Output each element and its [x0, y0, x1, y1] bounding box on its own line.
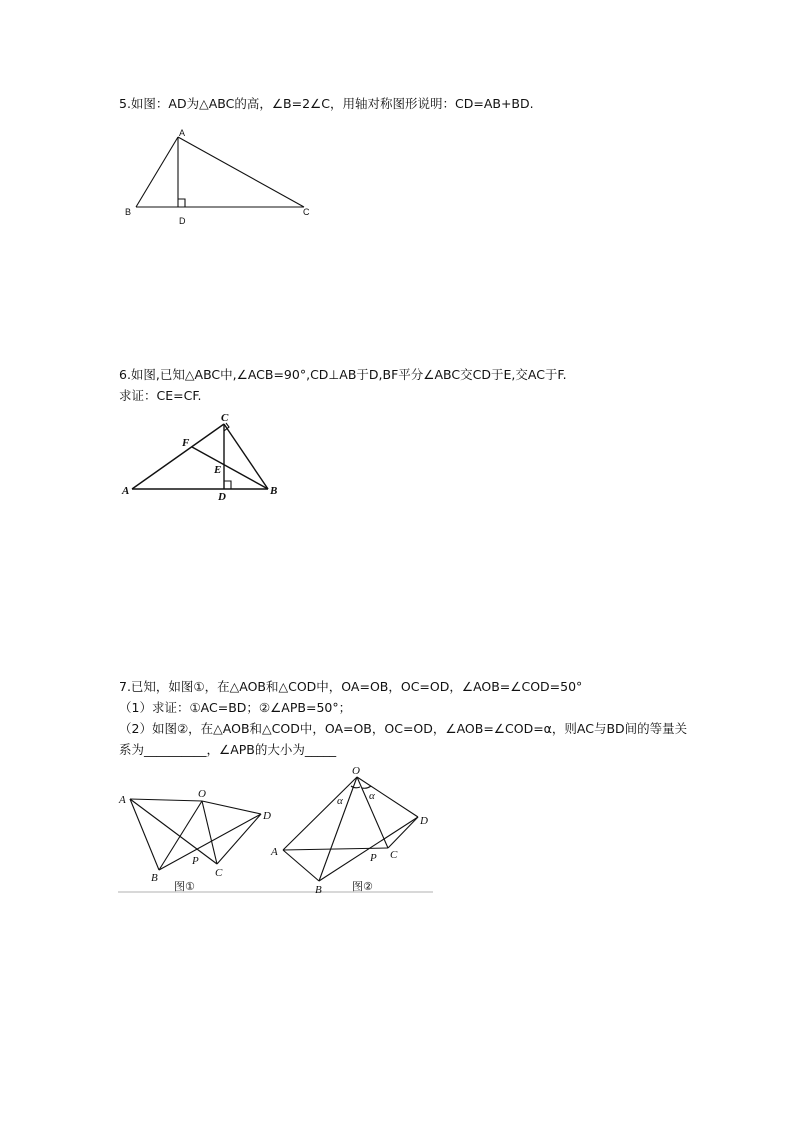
label-a: A [119, 794, 126, 806]
label-b: B [315, 884, 322, 896]
problem-7-part-2: （2）如图②，在△AOB和△COD中，OA=OB，OC=OD，∠AOB=∠COD=α，则AC与BD间的等量关 [119, 721, 688, 736]
label-alpha-left: α [337, 795, 343, 807]
segment-ab [283, 850, 319, 881]
label-c: C [390, 849, 398, 861]
problem-7-part-2-cont: 系为__________，∠APB的大小为_____ [119, 742, 337, 757]
label-d: D [218, 491, 226, 503]
angle-arc-aob [351, 786, 360, 788]
problem-6-figure [118, 408, 298, 508]
label-p: P [192, 855, 199, 867]
label-c: C [221, 412, 229, 424]
segment-ac [283, 848, 388, 850]
label-alpha-right: α [369, 790, 375, 802]
label-a: A [179, 128, 186, 138]
problem-6-prove: 求证：CE=CF. [119, 388, 202, 403]
segment-ac [178, 137, 304, 207]
problem-6-statement: 6.如图,已知△ABC中,∠ACB=90°,CD⊥AB于D,BF平分∠ABC交CD于E,交AC于F. [119, 367, 567, 382]
segment-oa [283, 777, 357, 850]
label-b: B [151, 872, 158, 884]
figure-1-caption: 图① [174, 880, 195, 893]
problem-7-statement: 7.已知，如图①，在△AOB和△COD中，OA=OB，OC=OD，∠AOB=∠COD=50° [119, 679, 583, 694]
segment-bd [159, 814, 261, 870]
problem-5-figure [120, 125, 320, 235]
angle-arc-cod [362, 786, 371, 788]
label-d: D [179, 216, 186, 226]
label-e: E [214, 464, 222, 476]
label-o: O [198, 788, 206, 800]
segment-bf [192, 447, 268, 489]
label-b: B [125, 207, 132, 217]
label-a: A [271, 846, 278, 858]
right-angle-mark-d [224, 481, 231, 489]
label-o: O [352, 765, 360, 777]
label-a: A [122, 485, 130, 497]
label-c: C [215, 867, 223, 879]
segment-ob [319, 777, 357, 881]
segment-ab [136, 137, 178, 207]
segment-ao [130, 799, 202, 801]
problem-7-figure-2 [268, 762, 438, 897]
label-f: F [182, 437, 190, 449]
segment-cd [217, 814, 261, 864]
problem-7-part-1: （1）求证：①AC=BD；②∠APB=50°； [119, 700, 352, 715]
label-b: B [270, 485, 278, 497]
label-d: D [420, 815, 428, 827]
segment-cb [224, 424, 268, 489]
segment-cd [388, 817, 418, 848]
figure-2-caption: 图② [352, 880, 373, 893]
label-d: D [263, 810, 271, 822]
label-c: C [303, 207, 310, 217]
problem-5-statement: 5.如图：AD为△ABC的高，∠B=2∠C，用轴对称图形说明：CD=AB+BD. [119, 96, 534, 111]
right-angle-mark [178, 199, 185, 207]
label-p: P [370, 852, 377, 864]
segment-od [202, 801, 261, 814]
problem-7-figure-1 [118, 786, 283, 896]
